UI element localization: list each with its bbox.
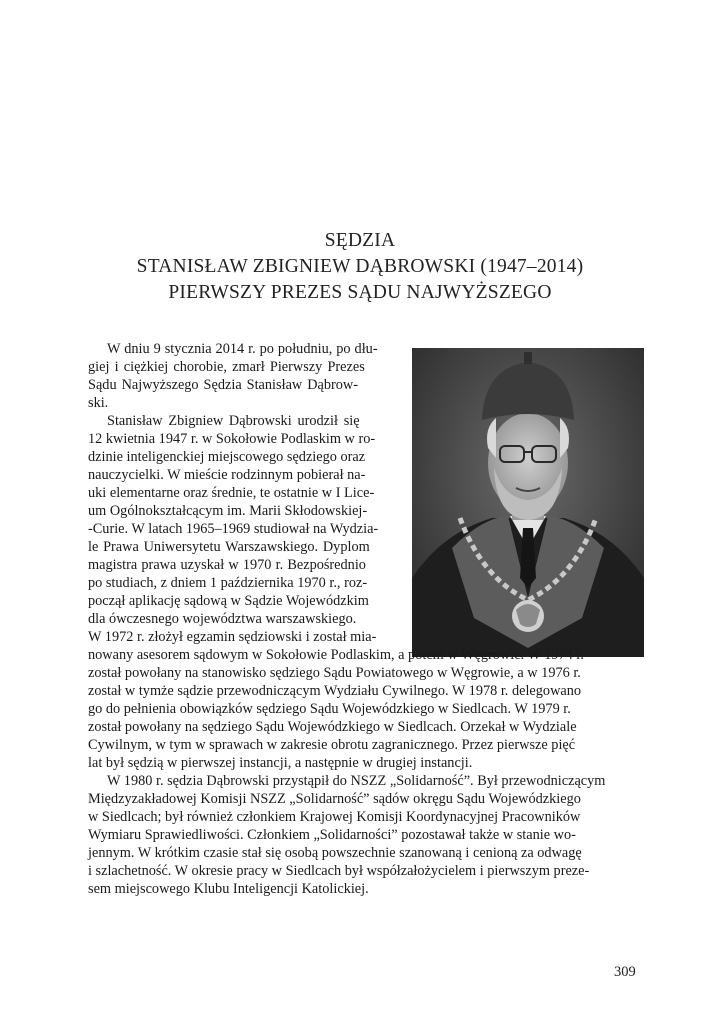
judge-portrait-photo bbox=[412, 348, 644, 657]
text-line: Cywilnym, w tym w sprawach w zakresie obrotu zagranicznego. Przez pierwsze pięć bbox=[88, 737, 576, 753]
text-line: po studiach, z dniem 1 października 1970 r., roz- bbox=[88, 575, 368, 591]
text-line: uki elementarne oraz średnie, te ostatnie w I Lice- bbox=[88, 485, 375, 501]
text-line: nauczycielki. W mieście rodzinnym pobierał na- bbox=[88, 467, 366, 483]
text-line: począł aplikację sądową w Sądzie Wojewódzkim bbox=[88, 593, 369, 609]
heading-line-3: PIERWSZY PREZES SĄDU NAJWYŻSZEGO bbox=[168, 282, 552, 303]
text-line: W dniu 9 stycznia 2014 r. po południu, po dłu- bbox=[107, 341, 378, 357]
text-line: um Ogólnokształcącym im. Marii Skłodowskiej- bbox=[88, 503, 368, 519]
text-line: sem miejscowego Klubu Inteligencji Katolickiej. bbox=[88, 881, 369, 897]
text-line: W 1972 r. złożył egzamin sędziowski i został mia- bbox=[88, 629, 377, 645]
text-line: 12 kwietnia 1947 r. w Sokołowie Podlaskim w ro- bbox=[88, 431, 376, 447]
text-line: został powołany na stanowisko sędziego Sądu Powiatowego w Węgrowie, a w 1976 r. bbox=[88, 665, 581, 681]
text-line: Stanisław Zbigniew Dąbrowski urodził się bbox=[107, 413, 360, 429]
text-line: został w tymże sądzie przewodniczącym Wydziału Cywilnego. W 1978 r. delegowano bbox=[88, 683, 582, 699]
page-number: 309 bbox=[614, 964, 636, 980]
text-line: Sądu Najwyższego Sędzia Stanisław Dąbrow- bbox=[88, 377, 359, 393]
text-line: -Curie. W latach 1965–1969 studiował na Wydzia- bbox=[88, 521, 379, 537]
text-line: jennym. W krótkim czasie stał się osobą powszechnie szanowaną i cenioną za odwagę bbox=[88, 845, 582, 861]
text-line: Wymiaru Sprawiedliwości. Członkiem „Solidarności” pozostawał także w stanie wo- bbox=[88, 827, 576, 843]
text-line: ski. bbox=[88, 395, 109, 411]
text-line: nowany asesorem sądowym w Sokołowie Podlaskim, a potem w Węgrowie. W 1974 r. bbox=[88, 647, 584, 663]
text-line: giej i ciężkiej chorobie, zmarł Pierwszy Prezes bbox=[88, 359, 365, 375]
heading-line-2: STANISŁAW ZBIGNIEW DĄBROWSKI (1947–2014) bbox=[136, 256, 584, 277]
text-line: magistra prawa uzyskał w 1970 r. Bezpośrednio bbox=[88, 557, 366, 573]
text-line: lat był sędzią w pierwszej instancji, a następnie w drugiej instancji. bbox=[88, 755, 473, 771]
text-line: Międzyzakładowej Komisji NSZZ „Solidarność” sądów okręgu Sądu Wojewódzkiego bbox=[88, 791, 581, 807]
text-line: W 1980 r. sędzia Dąbrowski przystąpił do NSZZ „Solidarność”. Był przewodniczącym bbox=[107, 773, 606, 789]
text-line: dzinie inteligenckiej miejscowego sędziego oraz bbox=[88, 449, 366, 465]
text-line: dla ówczesnego województwa warszawskiego. bbox=[88, 611, 357, 627]
article-heading bbox=[60, 228, 660, 306]
text-line: go do pełnienia obowiązków sędziego Sądu Wojewódzkiego w Siedlcach. W 1979 r. bbox=[88, 701, 571, 717]
text-line: i szlachetność. W okresie pracy w Siedlcach był współzałożycielem i pierwszym preze- bbox=[88, 863, 590, 879]
text-line: w Siedlcach; był również członkiem Krajowej Komisji Koordynacyjnej Pracowników bbox=[88, 809, 581, 825]
text-line: został powołany na sędziego Sądu Wojewódzkiego w Siedlcach. Orzekał w Wydziale bbox=[88, 719, 577, 735]
text-line: le Prawa Uniwersytetu Warszawskiego. Dyplom bbox=[88, 539, 370, 555]
heading-line-1: SĘDZIA bbox=[324, 230, 396, 251]
